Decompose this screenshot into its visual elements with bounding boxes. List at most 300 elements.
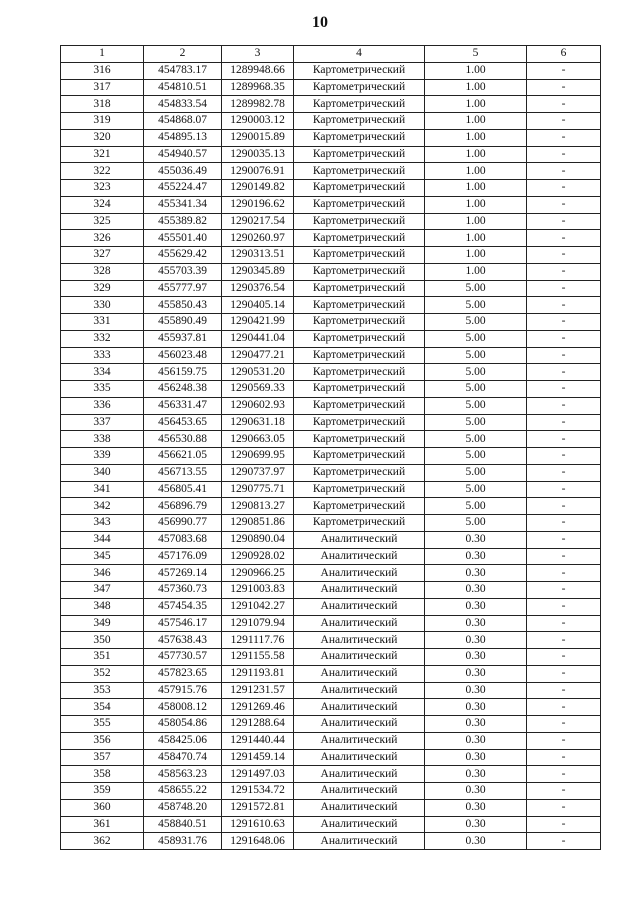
table-cell: Аналитический: [294, 548, 425, 565]
table-cell: 362: [61, 833, 144, 850]
table-cell: -: [527, 716, 601, 733]
table-cell: 5.00: [425, 515, 527, 532]
table-cell: 1291231.57: [222, 682, 294, 699]
table-cell: 454868.07: [144, 113, 222, 130]
table-cell: 344: [61, 531, 144, 548]
table-cell: Аналитический: [294, 783, 425, 800]
table-cell: 316: [61, 62, 144, 79]
column-header: 4: [294, 46, 425, 63]
table-row: [61, 598, 601, 615]
table-cell: -: [527, 649, 601, 666]
table-cell: 0.30: [425, 632, 527, 649]
table-cell: Картометрический: [294, 113, 425, 130]
table-cell: 350: [61, 632, 144, 649]
table-cell: 1291459.14: [222, 749, 294, 766]
table-cell: 458470.74: [144, 749, 222, 766]
table-row: [61, 498, 601, 515]
table-cell: 1291155.58: [222, 649, 294, 666]
table-cell: Картометрический: [294, 314, 425, 331]
table-cell: 456990.77: [144, 515, 222, 532]
table-cell: 338: [61, 431, 144, 448]
table-cell: 1289968.35: [222, 79, 294, 96]
table-cell: -: [527, 632, 601, 649]
table-cell: 454783.17: [144, 62, 222, 79]
table-cell: 359: [61, 783, 144, 800]
column-header: 2: [144, 46, 222, 63]
table-cell: -: [527, 799, 601, 816]
table-cell: Аналитический: [294, 732, 425, 749]
table-cell: 323: [61, 180, 144, 197]
table-cell: 358: [61, 766, 144, 783]
table-cell: 320: [61, 129, 144, 146]
header-row: [61, 46, 601, 63]
table-cell: 334: [61, 364, 144, 381]
table-cell: 1290531.20: [222, 364, 294, 381]
table-cell: Картометрический: [294, 280, 425, 297]
table-cell: 1290313.51: [222, 247, 294, 264]
table-cell: -: [527, 364, 601, 381]
table-cell: -: [527, 163, 601, 180]
table-cell: 324: [61, 196, 144, 213]
table-cell: -: [527, 431, 601, 448]
table-cell: 458748.20: [144, 799, 222, 816]
table-row: [61, 180, 601, 197]
table-cell: 328: [61, 263, 144, 280]
table-cell: 455501.40: [144, 230, 222, 247]
table-cell: 329: [61, 280, 144, 297]
table-cell: 1290775.71: [222, 481, 294, 498]
table-cell: -: [527, 414, 601, 431]
table-cell: 345: [61, 548, 144, 565]
table-cell: -: [527, 833, 601, 850]
table-cell: 1290421.99: [222, 314, 294, 331]
table-cell: Картометрический: [294, 180, 425, 197]
table-cell: 339: [61, 448, 144, 465]
table-row: [61, 247, 601, 264]
table-cell: 455224.47: [144, 180, 222, 197]
table-cell: -: [527, 732, 601, 749]
table-cell: 337: [61, 414, 144, 431]
table-row: [61, 79, 601, 96]
table-row: [61, 665, 601, 682]
table-cell: -: [527, 297, 601, 314]
table-cell: 357: [61, 749, 144, 766]
column-header: 3: [222, 46, 294, 63]
table-cell: 5.00: [425, 397, 527, 414]
table-cell: 5.00: [425, 347, 527, 364]
table-cell: 456159.75: [144, 364, 222, 381]
table-cell: 322: [61, 163, 144, 180]
table-cell: 5.00: [425, 448, 527, 465]
table-cell: -: [527, 531, 601, 548]
table-cell: 1.00: [425, 113, 527, 130]
table-cell: 454940.57: [144, 146, 222, 163]
table-cell: Аналитический: [294, 833, 425, 850]
table-cell: 1291193.81: [222, 665, 294, 682]
table-row: [61, 397, 601, 414]
table-cell: 456248.38: [144, 381, 222, 398]
table-cell: 333: [61, 347, 144, 364]
table-row: [61, 263, 601, 280]
table-cell: 0.30: [425, 649, 527, 666]
table-cell: 325: [61, 213, 144, 230]
table-cell: Картометрический: [294, 431, 425, 448]
table-cell: Картометрический: [294, 347, 425, 364]
table-cell: -: [527, 498, 601, 515]
table-row: [61, 649, 601, 666]
table-cell: 0.30: [425, 548, 527, 565]
table-row: [61, 565, 601, 582]
table-cell: 457915.76: [144, 682, 222, 699]
table-cell: -: [527, 180, 601, 197]
table-row: [61, 531, 601, 548]
table-cell: 1290196.62: [222, 196, 294, 213]
table-cell: Аналитический: [294, 582, 425, 599]
table-cell: 457269.14: [144, 565, 222, 582]
table-row: [61, 146, 601, 163]
coordinates-table: [60, 45, 601, 850]
table-cell: 319: [61, 113, 144, 130]
table-cell: 455937.81: [144, 330, 222, 347]
table-cell: 455629.42: [144, 247, 222, 264]
table-cell: 457823.65: [144, 665, 222, 682]
table-cell: 356: [61, 732, 144, 749]
table-cell: 0.30: [425, 582, 527, 599]
table-cell: -: [527, 515, 601, 532]
table-cell: 361: [61, 816, 144, 833]
table-cell: Аналитический: [294, 598, 425, 615]
table-cell: Картометрический: [294, 213, 425, 230]
table-cell: Аналитический: [294, 649, 425, 666]
page-number: 10: [312, 14, 328, 31]
table-cell: Картометрический: [294, 330, 425, 347]
table-cell: 360: [61, 799, 144, 816]
table-cell: Картометрический: [294, 297, 425, 314]
table-cell: Картометрический: [294, 515, 425, 532]
table-cell: -: [527, 481, 601, 498]
table-cell: 455703.39: [144, 263, 222, 280]
table-cell: Аналитический: [294, 716, 425, 733]
table-cell: 456023.48: [144, 347, 222, 364]
table-cell: 1290813.27: [222, 498, 294, 515]
table-cell: 1.00: [425, 79, 527, 96]
table-cell: -: [527, 129, 601, 146]
table-cell: Картометрический: [294, 146, 425, 163]
table-row: [61, 297, 601, 314]
table-cell: 1291117.76: [222, 632, 294, 649]
table-cell: 1289982.78: [222, 96, 294, 113]
table-row: [61, 62, 601, 79]
table-cell: 1291648.06: [222, 833, 294, 850]
table-row: [61, 582, 601, 599]
table-cell: -: [527, 247, 601, 264]
table-cell: 5.00: [425, 364, 527, 381]
table-cell: 1290699.95: [222, 448, 294, 465]
table-cell: -: [527, 749, 601, 766]
table-cell: 346: [61, 565, 144, 582]
table-cell: 330: [61, 297, 144, 314]
table-cell: 456896.79: [144, 498, 222, 515]
table-cell: 456453.65: [144, 414, 222, 431]
table-cell: 1.00: [425, 163, 527, 180]
table-cell: 347: [61, 582, 144, 599]
table-cell: 1291042.27: [222, 598, 294, 615]
table-cell: Аналитический: [294, 531, 425, 548]
table-row: [61, 816, 601, 833]
table-cell: -: [527, 598, 601, 615]
table-cell: 1290631.18: [222, 414, 294, 431]
table-cell: 0.30: [425, 766, 527, 783]
table-cell: -: [527, 816, 601, 833]
table-row: [61, 129, 601, 146]
table-row: [61, 515, 601, 532]
table-cell: 458563.23: [144, 766, 222, 783]
table-cell: -: [527, 347, 601, 364]
table-cell: Аналитический: [294, 816, 425, 833]
table-cell: -: [527, 682, 601, 699]
table-cell: 354: [61, 699, 144, 716]
table-cell: 317: [61, 79, 144, 96]
table-cell: 1290149.82: [222, 180, 294, 197]
table-cell: 458008.12: [144, 699, 222, 716]
table-cell: 349: [61, 615, 144, 632]
table-row: [61, 213, 601, 230]
table-cell: 336: [61, 397, 144, 414]
table-cell: Картометрический: [294, 263, 425, 280]
table-cell: 1291079.94: [222, 615, 294, 632]
table-cell: -: [527, 79, 601, 96]
table-row: [61, 615, 601, 632]
table-cell: 341: [61, 481, 144, 498]
column-header: 5: [425, 46, 527, 63]
table-cell: Картометрический: [294, 163, 425, 180]
table-cell: 1290569.33: [222, 381, 294, 398]
table-cell: -: [527, 766, 601, 783]
table-cell: 1290260.97: [222, 230, 294, 247]
table-cell: 0.30: [425, 615, 527, 632]
table-cell: 457176.09: [144, 548, 222, 565]
table-cell: 1.00: [425, 213, 527, 230]
table-row: [61, 548, 601, 565]
table-cell: 327: [61, 247, 144, 264]
table-row: [61, 330, 601, 347]
table-cell: Аналитический: [294, 749, 425, 766]
table-cell: 458840.51: [144, 816, 222, 833]
table-cell: -: [527, 213, 601, 230]
table-cell: 454833.54: [144, 96, 222, 113]
table-cell: 1290345.89: [222, 263, 294, 280]
table-cell: 455850.43: [144, 297, 222, 314]
table-cell: 457454.35: [144, 598, 222, 615]
table-cell: 455389.82: [144, 213, 222, 230]
table-cell: -: [527, 699, 601, 716]
table-cell: 331: [61, 314, 144, 331]
table-cell: 5.00: [425, 381, 527, 398]
table-cell: 348: [61, 598, 144, 615]
table-cell: 1290076.91: [222, 163, 294, 180]
table-cell: 1291269.46: [222, 699, 294, 716]
table-cell: 0.30: [425, 783, 527, 800]
table-cell: 1.00: [425, 180, 527, 197]
table-cell: Картометрический: [294, 129, 425, 146]
table-cell: Аналитический: [294, 565, 425, 582]
table-body: [61, 62, 601, 849]
table-cell: 5.00: [425, 431, 527, 448]
table-row: [61, 632, 601, 649]
table-cell: 1290035.13: [222, 146, 294, 163]
table-cell: 454895.13: [144, 129, 222, 146]
table-row: [61, 230, 601, 247]
table-cell: 1.00: [425, 263, 527, 280]
table-cell: 456530.88: [144, 431, 222, 448]
table-cell: Картометрический: [294, 247, 425, 264]
table-cell: -: [527, 783, 601, 800]
table-row: [61, 732, 601, 749]
table-row: [61, 464, 601, 481]
table-cell: -: [527, 548, 601, 565]
table-cell: 5.00: [425, 280, 527, 297]
table-cell: Картометрический: [294, 364, 425, 381]
table-cell: Аналитический: [294, 632, 425, 649]
table-row: [61, 481, 601, 498]
table-cell: 456805.41: [144, 481, 222, 498]
table-row: [61, 96, 601, 113]
table-cell: -: [527, 113, 601, 130]
table-cell: Картометрический: [294, 230, 425, 247]
table-cell: 455341.34: [144, 196, 222, 213]
table-cell: 5.00: [425, 314, 527, 331]
table-row: [61, 448, 601, 465]
table-row: [61, 431, 601, 448]
table-cell: -: [527, 615, 601, 632]
table-cell: 355: [61, 716, 144, 733]
table-cell: 1.00: [425, 96, 527, 113]
table-cell: Картометрический: [294, 498, 425, 515]
table-cell: 0.30: [425, 716, 527, 733]
table-cell: 0.30: [425, 799, 527, 816]
table-cell: 1290928.02: [222, 548, 294, 565]
table-cell: 1290890.04: [222, 531, 294, 548]
table-cell: -: [527, 196, 601, 213]
table-cell: 321: [61, 146, 144, 163]
table-cell: 5.00: [425, 414, 527, 431]
table-row: [61, 163, 601, 180]
table-cell: 1290663.05: [222, 431, 294, 448]
table-cell: 353: [61, 682, 144, 699]
table-cell: 0.30: [425, 816, 527, 833]
table-row: [61, 196, 601, 213]
table-cell: 1.00: [425, 62, 527, 79]
table-row: [61, 364, 601, 381]
table-row: [61, 783, 601, 800]
table-cell: 0.30: [425, 665, 527, 682]
table-cell: -: [527, 565, 601, 582]
table-cell: 0.30: [425, 699, 527, 716]
table-cell: 0.30: [425, 833, 527, 850]
table-cell: 455890.49: [144, 314, 222, 331]
table-cell: -: [527, 582, 601, 599]
table-cell: Картометрический: [294, 381, 425, 398]
table-cell: 458054.86: [144, 716, 222, 733]
table-cell: 1.00: [425, 146, 527, 163]
table-cell: 335: [61, 381, 144, 398]
table-cell: 1291497.03: [222, 766, 294, 783]
table-cell: Картометрический: [294, 62, 425, 79]
table-cell: 340: [61, 464, 144, 481]
table-cell: Картометрический: [294, 464, 425, 481]
table-cell: 455036.49: [144, 163, 222, 180]
table-cell: -: [527, 146, 601, 163]
table-cell: 454810.51: [144, 79, 222, 96]
table-cell: Аналитический: [294, 799, 425, 816]
table-cell: 1290737.97: [222, 464, 294, 481]
table-cell: 457546.17: [144, 615, 222, 632]
table-header: [61, 46, 601, 63]
table-cell: -: [527, 665, 601, 682]
table-cell: 1290405.14: [222, 297, 294, 314]
table-cell: 1.00: [425, 230, 527, 247]
table-cell: 0.30: [425, 682, 527, 699]
table-cell: 5.00: [425, 498, 527, 515]
table-cell: Картометрический: [294, 481, 425, 498]
table-cell: -: [527, 96, 601, 113]
table-cell: 456713.55: [144, 464, 222, 481]
table-cell: 1290003.12: [222, 113, 294, 130]
table-cell: 343: [61, 515, 144, 532]
table-cell: 1291610.63: [222, 816, 294, 833]
table-cell: 1291534.72: [222, 783, 294, 800]
table-cell: Картометрический: [294, 79, 425, 96]
table-row: [61, 749, 601, 766]
table-cell: Аналитический: [294, 766, 425, 783]
table-row: [61, 833, 601, 850]
table-cell: Аналитический: [294, 699, 425, 716]
table-cell: 1290376.54: [222, 280, 294, 297]
table-cell: 457730.57: [144, 649, 222, 666]
table-cell: -: [527, 448, 601, 465]
table-cell: 5.00: [425, 464, 527, 481]
table-row: [61, 799, 601, 816]
table-cell: -: [527, 397, 601, 414]
table-cell: 1.00: [425, 196, 527, 213]
table-row: [61, 280, 601, 297]
table-cell: 0.30: [425, 565, 527, 582]
table-cell: 1291288.64: [222, 716, 294, 733]
table-cell: Аналитический: [294, 682, 425, 699]
table-row: [61, 716, 601, 733]
table-cell: 1290441.04: [222, 330, 294, 347]
table-cell: 457360.73: [144, 582, 222, 599]
table-cell: 342: [61, 498, 144, 515]
table-row: [61, 699, 601, 716]
table-cell: -: [527, 381, 601, 398]
table-cell: 0.30: [425, 732, 527, 749]
table-cell: -: [527, 263, 601, 280]
table-cell: 326: [61, 230, 144, 247]
table-cell: 0.30: [425, 598, 527, 615]
table-row: [61, 682, 601, 699]
table-cell: 351: [61, 649, 144, 666]
table-cell: 455777.97: [144, 280, 222, 297]
table-cell: Картометрический: [294, 196, 425, 213]
table-cell: 1290966.25: [222, 565, 294, 582]
table-cell: -: [527, 330, 601, 347]
table-cell: Аналитический: [294, 615, 425, 632]
table-cell: 456331.47: [144, 397, 222, 414]
table-row: [61, 381, 601, 398]
table-cell: 1289948.66: [222, 62, 294, 79]
table-cell: 456621.05: [144, 448, 222, 465]
